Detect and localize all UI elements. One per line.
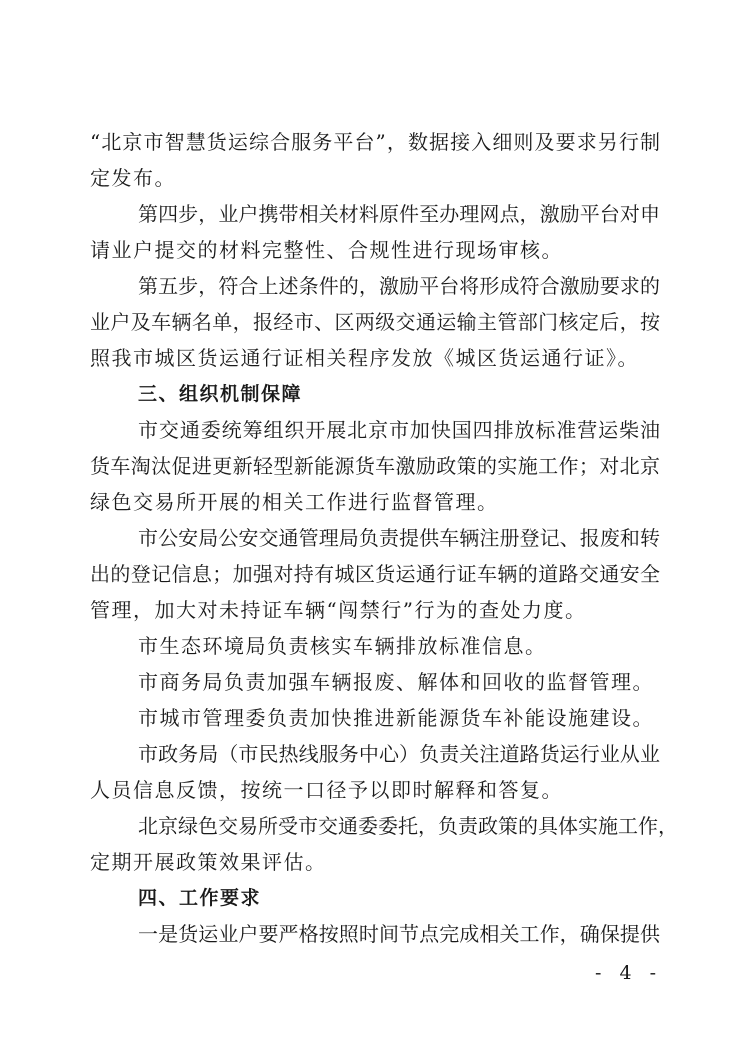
body-line: 请业户提交的材料完整性、合规性进行现场审核。 (90, 238, 563, 262)
body-line: 管理，加大对未持证车辆“闯禁行”行为的查处力度。 (90, 598, 587, 622)
paragraph-start: 市生态环境局负责核实车辆排放标准信息。 (138, 634, 547, 658)
paragraph-start: 市公安局公安交通管理局负责提供车辆注册登记、报废和转 (138, 526, 660, 550)
body-line: 业户及车辆名单，报经市、区两级交通运输主管部门核定后，按 (90, 310, 660, 334)
body-line: 绿色交易所开展的相关工作进行监督管理。 (90, 490, 499, 514)
page-number: - 4 - (594, 962, 662, 984)
section-heading: 三、组织机制保障 (138, 383, 303, 405)
paragraph-start: 市政务局（市民热线服务中心）负责关注道路货运行业从业 (138, 742, 660, 766)
paragraph-start: 市交通委统筹组织开展北京市加快国四排放标准营运柴油 (138, 418, 660, 442)
paragraph-start: 市商务局负责加强车辆报废、解体和回收的监督管理。 (138, 670, 654, 694)
body-line: 定期开展政策效果评估。 (90, 850, 327, 874)
body-line: 人员信息反馈，按统一口径予以即时解释和答复。 (90, 778, 563, 802)
document-body (90, 124, 678, 952)
paragraph-start: 一是货运业户要严格按照时间节点完成相关工作，确保提供 (138, 922, 660, 946)
body-line: 货车淘汰促进更新轻型新能源货车激励政策的实施工作；对北京 (90, 454, 660, 478)
body-line: 出的登记信息；加强对持有城区货运通行证车辆的道路交通安全 (90, 562, 660, 586)
paragraph-start: 北京绿色交易所受市交通委委托，负责政策的具体实施工作， (138, 814, 678, 838)
paragraph-start: 第五步，符合上述条件的，激励平台将形成符合激励要求的 (138, 274, 660, 298)
section-heading: 四、工作要求 (138, 887, 262, 909)
body-line: 照我市城区货运通行证相关程序发放《城区货运通行证》。 (90, 346, 639, 370)
body-line: “北京市智慧货运综合服务平台”，数据接入细则及要求另行制 (90, 130, 660, 154)
body-line: 定发布。 (90, 166, 176, 190)
paragraph-start: 市城市管理委负责加快推进新能源货车补能设施建设。 (138, 706, 654, 730)
paragraph-start: 第四步，业户携带相关材料原件至办理网点，激励平台对申 (138, 202, 660, 226)
